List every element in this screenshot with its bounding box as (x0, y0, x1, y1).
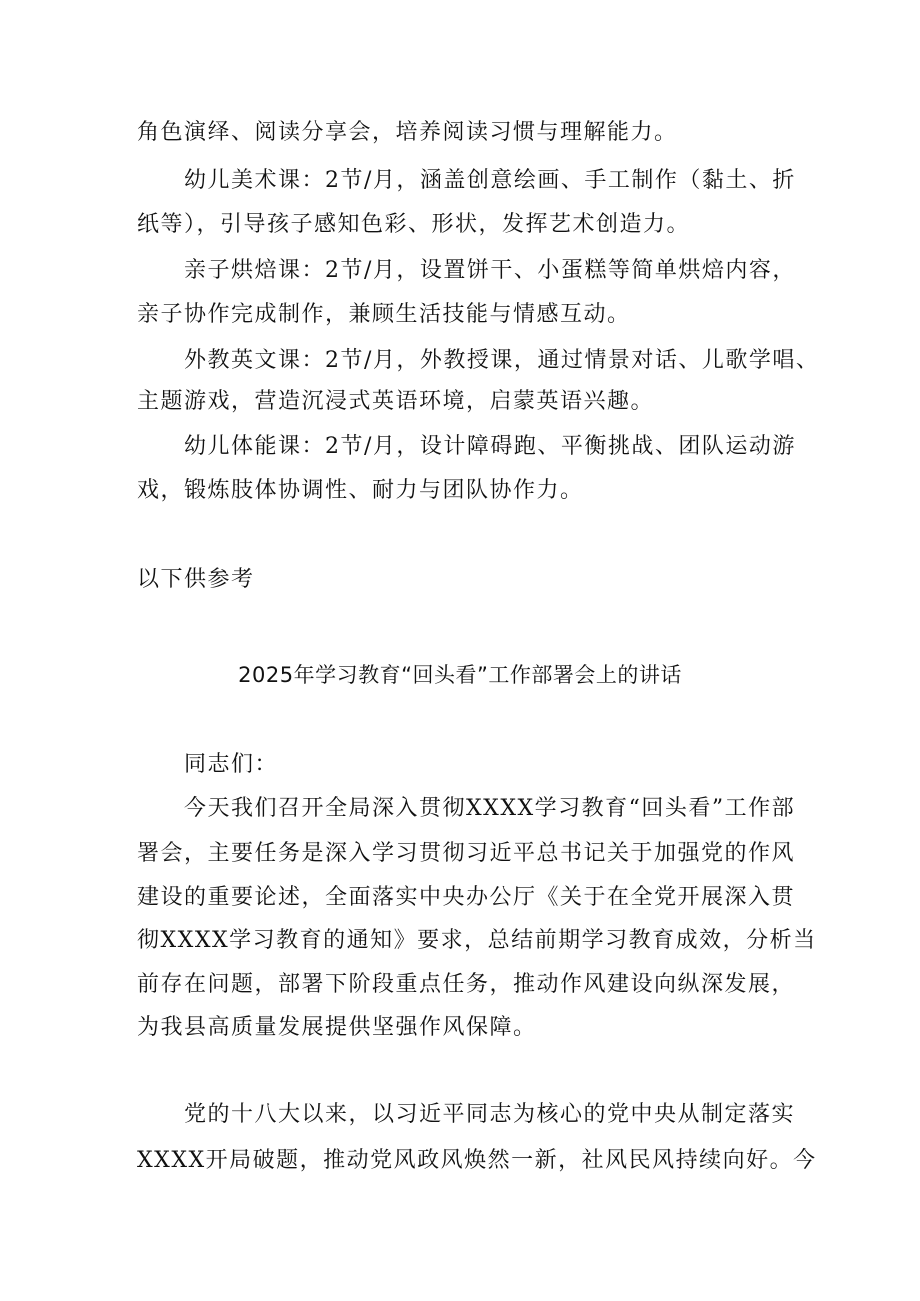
paragraph-line: 主题游戏，营造沉浸式英语环境，启蒙英语兴趣。 (137, 389, 655, 414)
paragraph-line: 戏，锻炼肢体协调性、耐力与团队协作力。 (137, 478, 584, 503)
salutation: 同志们： (137, 752, 279, 777)
paragraph-line: XXXX开局破题，推动党风政风焕然一新，社风民风持续向好。今 (137, 1148, 817, 1173)
paragraph-line: 幼儿美术课：2节/月，涵盖创意绘画、手工制作（黏土、折 (137, 168, 796, 193)
paragraph-line: 为我县高质量发展提供坚强作风保障。 (137, 1015, 537, 1040)
paragraph-line: 建设的重要论述，全面落实中央办公厅《关于在全党开展深入贯 (137, 885, 796, 910)
paragraph-line: 前存在问题，部署下阶段重点任务，推动作风建设向纵深发展， (137, 972, 796, 997)
paragraph-line: 亲子协作完成制作，兼顾生活技能与情感互动。 (137, 302, 631, 327)
paragraph-line: 彻XXXX学习教育的通知》要求，总结前期学习教育成效，分析当 (137, 928, 817, 953)
paragraph-line: 角色演绎、阅读分享会，培养阅读习惯与理解能力。 (137, 120, 678, 145)
paragraph-line: 幼儿体能课：2节/月，设计障碍跑、平衡挑战、团队运动游 (137, 434, 796, 459)
paragraph-line: 外教英文课：2节/月，外教授课，通过情景对话、儿歌学唱、 (137, 348, 820, 373)
paragraph-line: 纸等），引导孩子感知色彩、形状，发挥艺术创造力。 (137, 212, 691, 237)
paragraph-line: 党的十八大以来，以习近平同志为核心的党中央从制定落实 (137, 1102, 796, 1127)
paragraph-line: 署会，主要任务是深入学习贯彻习近平总书记关于加强党的作风 (137, 841, 796, 866)
paragraph-line: 今天我们召开全局深入贯彻XXXX学习教育“回头看”工作部 (137, 796, 796, 821)
speech-title: 2025年学习教育“回头看”工作部署会上的讲话 (238, 663, 682, 687)
paragraph-line: 亲子烘焙课：2节/月，设置饼干、小蛋糕等简单烘焙内容， (137, 258, 796, 283)
reference-note: 以下供参考 (137, 567, 255, 592)
